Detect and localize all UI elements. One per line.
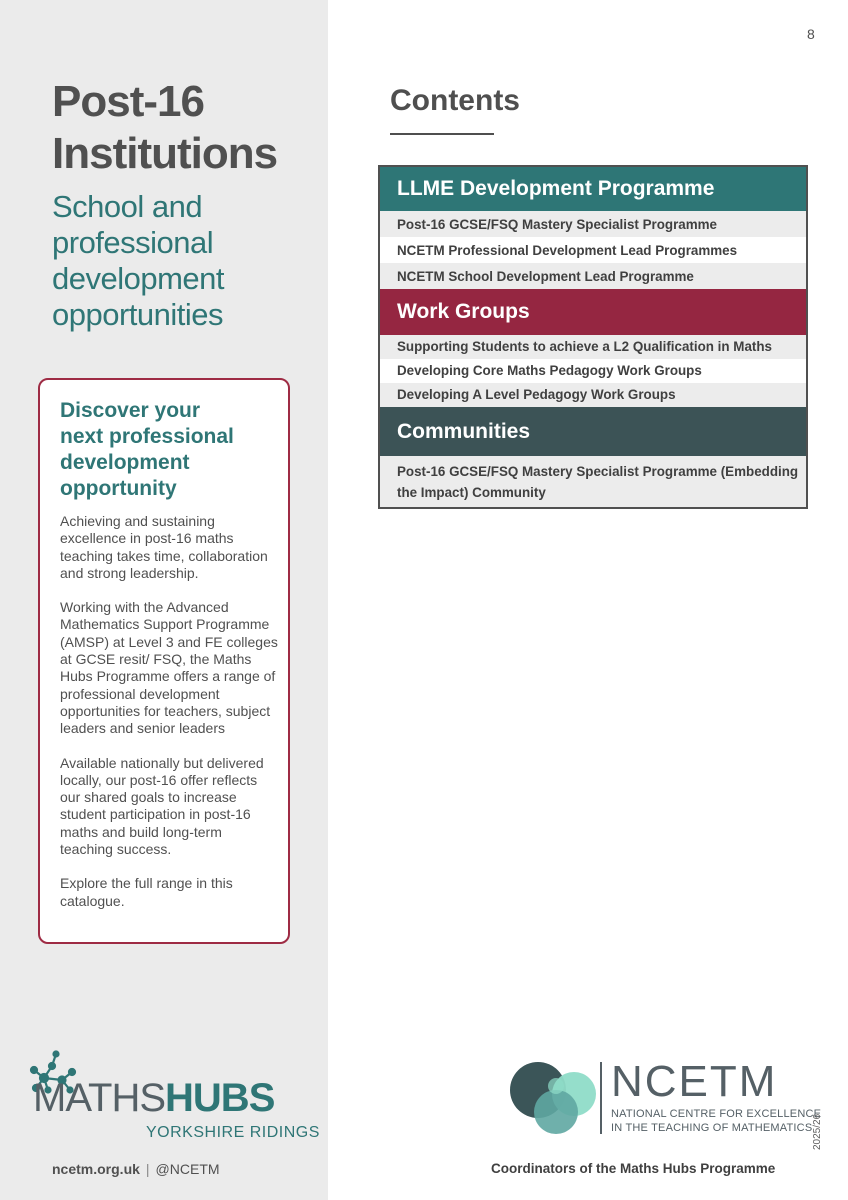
page-subtitle <box>52 189 312 333</box>
hub-region-label: YORKSHIRE RIDINGS <box>146 1124 320 1141</box>
page-title <box>52 76 277 180</box>
heading-line-4: opportunity <box>60 477 177 500</box>
page-number: 8 <box>807 26 815 42</box>
info-paragraph-1: Achieving and sustaining excellence in post-16 maths teaching takes time, collaboration and strong leadership. <box>60 513 268 581</box>
social-handle[interactable]: @NCETM <box>155 1161 220 1177</box>
title-line-1: Post-16 <box>52 77 204 126</box>
subtitle-line-3: development <box>52 261 225 296</box>
subtitle-line-2: professional <box>52 225 214 260</box>
coordinators-tagline: Coordinators of the Maths Hubs Programme <box>491 1161 776 1176</box>
website-link[interactable]: ncetm.org.uk <box>52 1161 140 1177</box>
section-heading-llme[interactable]: LLME Development Programme <box>380 167 806 211</box>
ncetm-circles-icon <box>508 1058 608 1138</box>
info-box-body <box>60 513 278 927</box>
section-heading-communities[interactable]: Communities <box>380 407 806 456</box>
contents-underline <box>390 133 494 135</box>
footer-separator: | <box>145 1161 150 1177</box>
contents-table <box>378 165 808 509</box>
maths-hubs-word-a: MATHS <box>33 1076 166 1120</box>
title-line-2: Institutions <box>52 129 278 178</box>
info-paragraph-4: Explore the full range in this catalogue. <box>60 875 233 909</box>
maths-hubs-word-b: HUBS <box>165 1076 275 1120</box>
ncetm-subtitle-line-2: IN THE TEACHING OF MATHEMATICS <box>611 1122 813 1134</box>
subtitle-line-1: School and <box>52 189 203 224</box>
contents-item[interactable]: Supporting Students to achieve a L2 Qualification in Maths <box>380 335 806 359</box>
contents-item[interactable]: Developing Core Maths Pedagogy Work Groups <box>380 359 806 383</box>
contents-item[interactable]: NCETM Professional Development Lead Programmes <box>380 237 806 263</box>
heading-line-2: next professional <box>60 425 234 448</box>
info-paragraph-2: Working with the Advanced Mathematics Support Programme (AMSP) at Level 3 and FE colleges at GCSE resit/ FSQ, the Maths Hubs Programme offers a range of professional development opportunities for teachers, subject leaders and senior leaders <box>60 599 278 737</box>
contents-item[interactable]: Post-16 GCSE/FSQ Mastery Specialist Programme <box>380 211 806 237</box>
heading-line-3: development <box>60 451 190 474</box>
discover-info-box <box>38 378 290 944</box>
ncetm-divider <box>600 1062 602 1134</box>
info-paragraph-3: Available nationally but delivered locally, our post-16 offer reflects our shared goals to increase student participation in post-16 maths and build long-term teaching success. <box>60 754 264 858</box>
contents-item[interactable]: Developing A Level Pedagogy Work Groups <box>380 383 806 407</box>
maths-hubs-wordmark <box>33 1074 274 1122</box>
section-heading-work-groups[interactable]: Work Groups <box>380 289 806 335</box>
contents-item[interactable]: NCETM School Development Lead Programme <box>380 263 806 289</box>
info-box-heading <box>60 398 275 502</box>
ncetm-subtitle-line-1: NATIONAL CENTRE FOR EXCELLENCE <box>611 1108 822 1120</box>
subtitle-line-4: opportunities <box>52 297 224 332</box>
contents-item[interactable]: Post-16 GCSE/FSQ Mastery Specialist Programme (Embedding the Impact) Community <box>380 456 806 507</box>
ncetm-wordmark: NCETM <box>611 1057 778 1106</box>
catalogue-year: 2025/26 <box>812 1113 823 1150</box>
heading-line-1: Discover your <box>60 399 201 422</box>
footer-contact <box>52 1161 220 1177</box>
contents-title: Contents <box>390 84 520 117</box>
